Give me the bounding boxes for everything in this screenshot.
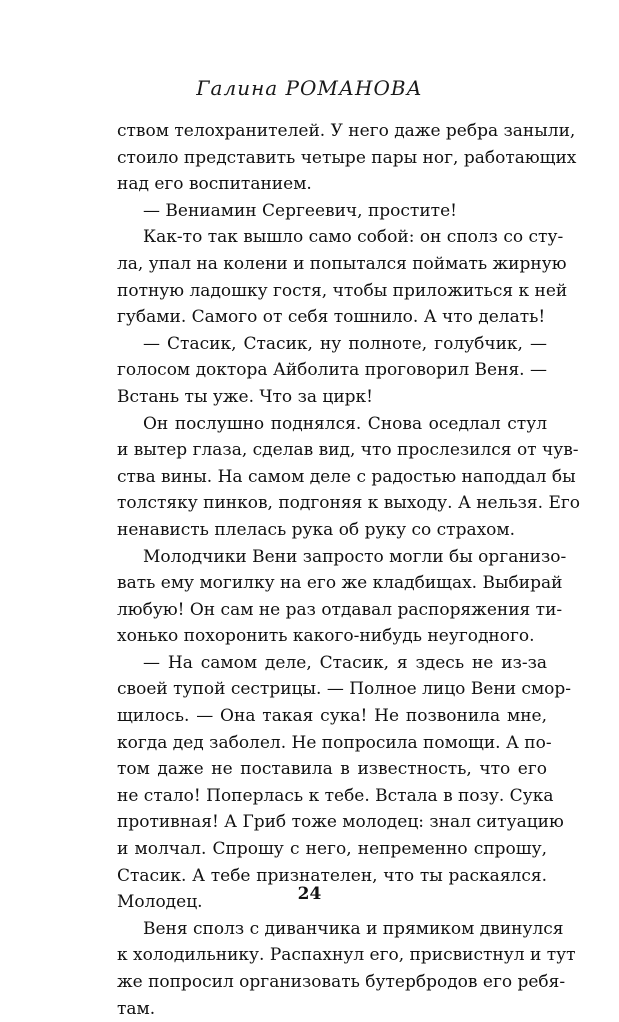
- text-line: и молчал. Спрошу с него, непременно спрошу,: [117, 839, 547, 860]
- running-header: Галина РОМАНОВА: [196, 76, 423, 100]
- text-line: Как-то так вышло само собой: он сполз со сту-: [143, 227, 564, 248]
- text-line: ством телохранителей. У него даже ребра заныли,: [117, 121, 576, 141]
- text-line: губами. Самого от себя тошнило. А что делать!: [117, 307, 546, 328]
- text-line: голосом доктора Айболита проговорил Веня. —: [117, 360, 547, 381]
- text-line: не стало! Поперлась к тебе. Встала в позу. Сука: [117, 785, 554, 806]
- text-line: Молодец.: [117, 892, 203, 913]
- text-line: своей тупой сестрицы. — Полное лицо Вени смор-: [117, 679, 572, 700]
- text-line: ла, упал на колени и попытался поймать жирную: [117, 253, 567, 274]
- text-line: там.: [117, 998, 156, 1019]
- text-line: над его воспитанием.: [117, 174, 312, 195]
- text-line: Он послушно поднялся. Снова оседлал стул: [143, 413, 547, 434]
- text-line: — На самом деле, Стасик, я здесь не из-за: [143, 652, 547, 673]
- text-line: к холодильнику. Распахнул его, присвистнул и тут: [117, 945, 576, 966]
- text-line: Молодчики Вени запросто могли бы организо-: [143, 546, 567, 567]
- text-line: — Вениамин Сергеевич, простите!: [143, 200, 457, 221]
- text-line: стоило представить четыре пары ног, работающих: [117, 147, 577, 168]
- text-line: противная! А Гриб тоже молодец: знал ситуацию: [117, 812, 564, 833]
- text-line: вать ему могилку на его же кладбищах. Выбирай: [117, 573, 563, 594]
- text-line: щилось. — Она такая сука! Не позвонила мне,: [117, 706, 547, 727]
- text-line: — Стасик, Стасик, ну полноте, голубчик, —: [143, 333, 547, 354]
- text-line: же попросил организовать бутербродов его ребя-: [117, 972, 566, 992]
- text-line: потную ладошку гостя, чтобы приложиться к ней: [117, 280, 568, 301]
- page-number: 24: [297, 884, 322, 904]
- text-line: ства вины. На самом деле с радостью наподдал бы: [117, 466, 576, 487]
- text-line: и вытер глаза, сделав вид, что прослезился от чув-: [117, 440, 579, 461]
- text-line: ненависть плелась рука об руку со страхом.: [117, 519, 516, 540]
- text-line: любую! Он сам не раз отдавал распоряжения ти-: [117, 599, 563, 620]
- text-line: том даже не поставила в известность, что его: [117, 759, 547, 780]
- text-line: Веня сполз с диванчика и прямиком двинулся: [143, 918, 564, 939]
- text-line: хонько похоронить какого-нибудь неугодного.: [117, 626, 535, 647]
- text-line: Стасик. А тебе признателен, что ты раскаялся.: [117, 865, 547, 886]
- text-line: толстяку пинков, подгоняя к выходу. А нельзя. Его: [117, 493, 581, 514]
- text-line: Встань ты уже. Что за цирк!: [117, 386, 373, 407]
- text-line: когда дед заболел. Не попросила помощи. А по-: [117, 732, 552, 753]
